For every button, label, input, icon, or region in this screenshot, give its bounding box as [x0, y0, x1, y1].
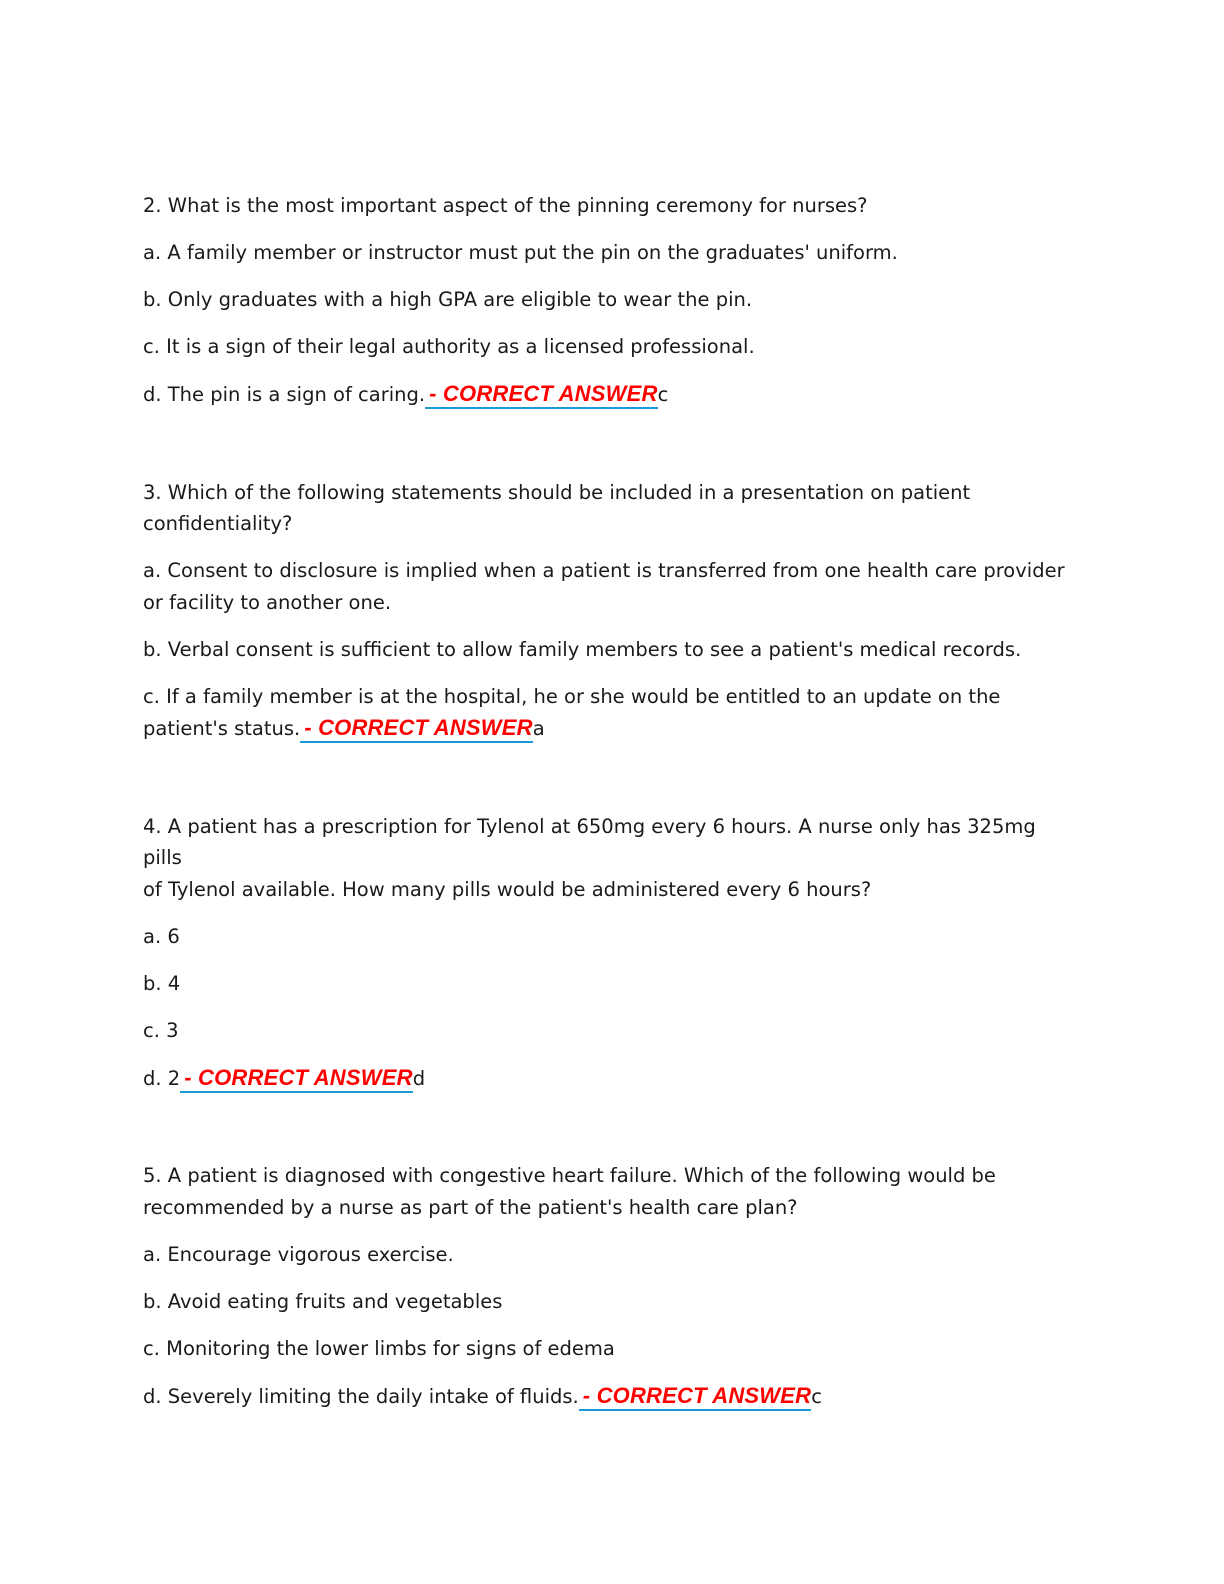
answer-option: c. Monitoring the lower limbs for signs of edema [143, 1336, 615, 1360]
answer-option-last [143, 1380, 1073, 1413]
correct-answer-tag: - CORRECT ANSWER [579, 1383, 812, 1411]
answer-option: b. Only graduates with a high GPA are eligible to wear the pin. [143, 288, 753, 311]
question-stem [143, 1160, 1073, 1223]
question-block [143, 477, 1073, 745]
answer-option-last [143, 681, 1073, 745]
correct-answer-tag: - CORRECT ANSWER [425, 381, 658, 409]
correct-answer-tag: - CORRECT ANSWER [180, 1065, 413, 1093]
question-stem: 2. What is the most important aspect of the pinning ceremony for nurses? [143, 194, 868, 217]
correct-answer-letter: a [532, 717, 545, 740]
question-stem-line: 4. A patient has a prescription for Tylenol at 650mg every 6 hours. A nurse only has 325mg pills [143, 814, 1036, 869]
document-page [143, 190, 1073, 1478]
question-stem-line: 3. Which of the following statements should be included in a presentation on patient [143, 480, 971, 504]
answer-option: a. A family member or instructor must put the pin on the graduates' uniform. [143, 241, 898, 264]
question-stem [143, 811, 1073, 906]
answer-option: a. Encourage vigorous exercise. [143, 1242, 454, 1266]
answer-option: b. Verbal consent is sufficient to allow family members to see a patient's medical records. [143, 637, 1022, 661]
question-block [143, 811, 1073, 1095]
question-stem-line: recommended by a nurse as part of the patient's health care plan? [143, 1195, 798, 1219]
question-block [143, 190, 1073, 411]
correct-answer-tag: - CORRECT ANSWER [300, 715, 533, 743]
correct-answer-letter: c [811, 1384, 822, 1408]
question-block [143, 1160, 1073, 1412]
question-stem-line: confidentiality? [143, 512, 293, 535]
question-stem-line: 5. A patient is diagnosed with congestive heart failure. Which of the following would be [143, 1164, 996, 1187]
question-stem [143, 477, 1073, 540]
answer-option: c. It is a sign of their legal authority as a licensed professional. [143, 335, 755, 358]
answer-option: b. Avoid eating fruits and vegetables [143, 1289, 503, 1313]
answer-option: c. 3 [143, 1018, 179, 1042]
answer-option-text: d. The pin is a sign of caring. [143, 383, 426, 406]
answer-option-text: d. 2 [143, 1066, 181, 1090]
correct-answer-letter: d [412, 1066, 426, 1090]
answer-option-last [143, 1062, 1073, 1095]
correct-answer-letter: c [657, 383, 669, 406]
answer-option: a. Consent to disclosure is implied when a patient is transferred from one health care provider or facility to another one. [143, 559, 1065, 614]
answer-option: b. 4 [143, 971, 181, 995]
answer-option-text: d. Severely limiting the daily intake of fluids. [143, 1384, 579, 1408]
answer-option-last [143, 378, 1073, 411]
answer-option-text: c. If a family member is at the hospital, he or she would be entitled to an update on the patient's status. [143, 684, 1001, 740]
question-stem-line: of Tylenol available. How many pills would be administered every 6 hours? [143, 877, 872, 901]
answer-option: a. 6 [143, 924, 180, 948]
